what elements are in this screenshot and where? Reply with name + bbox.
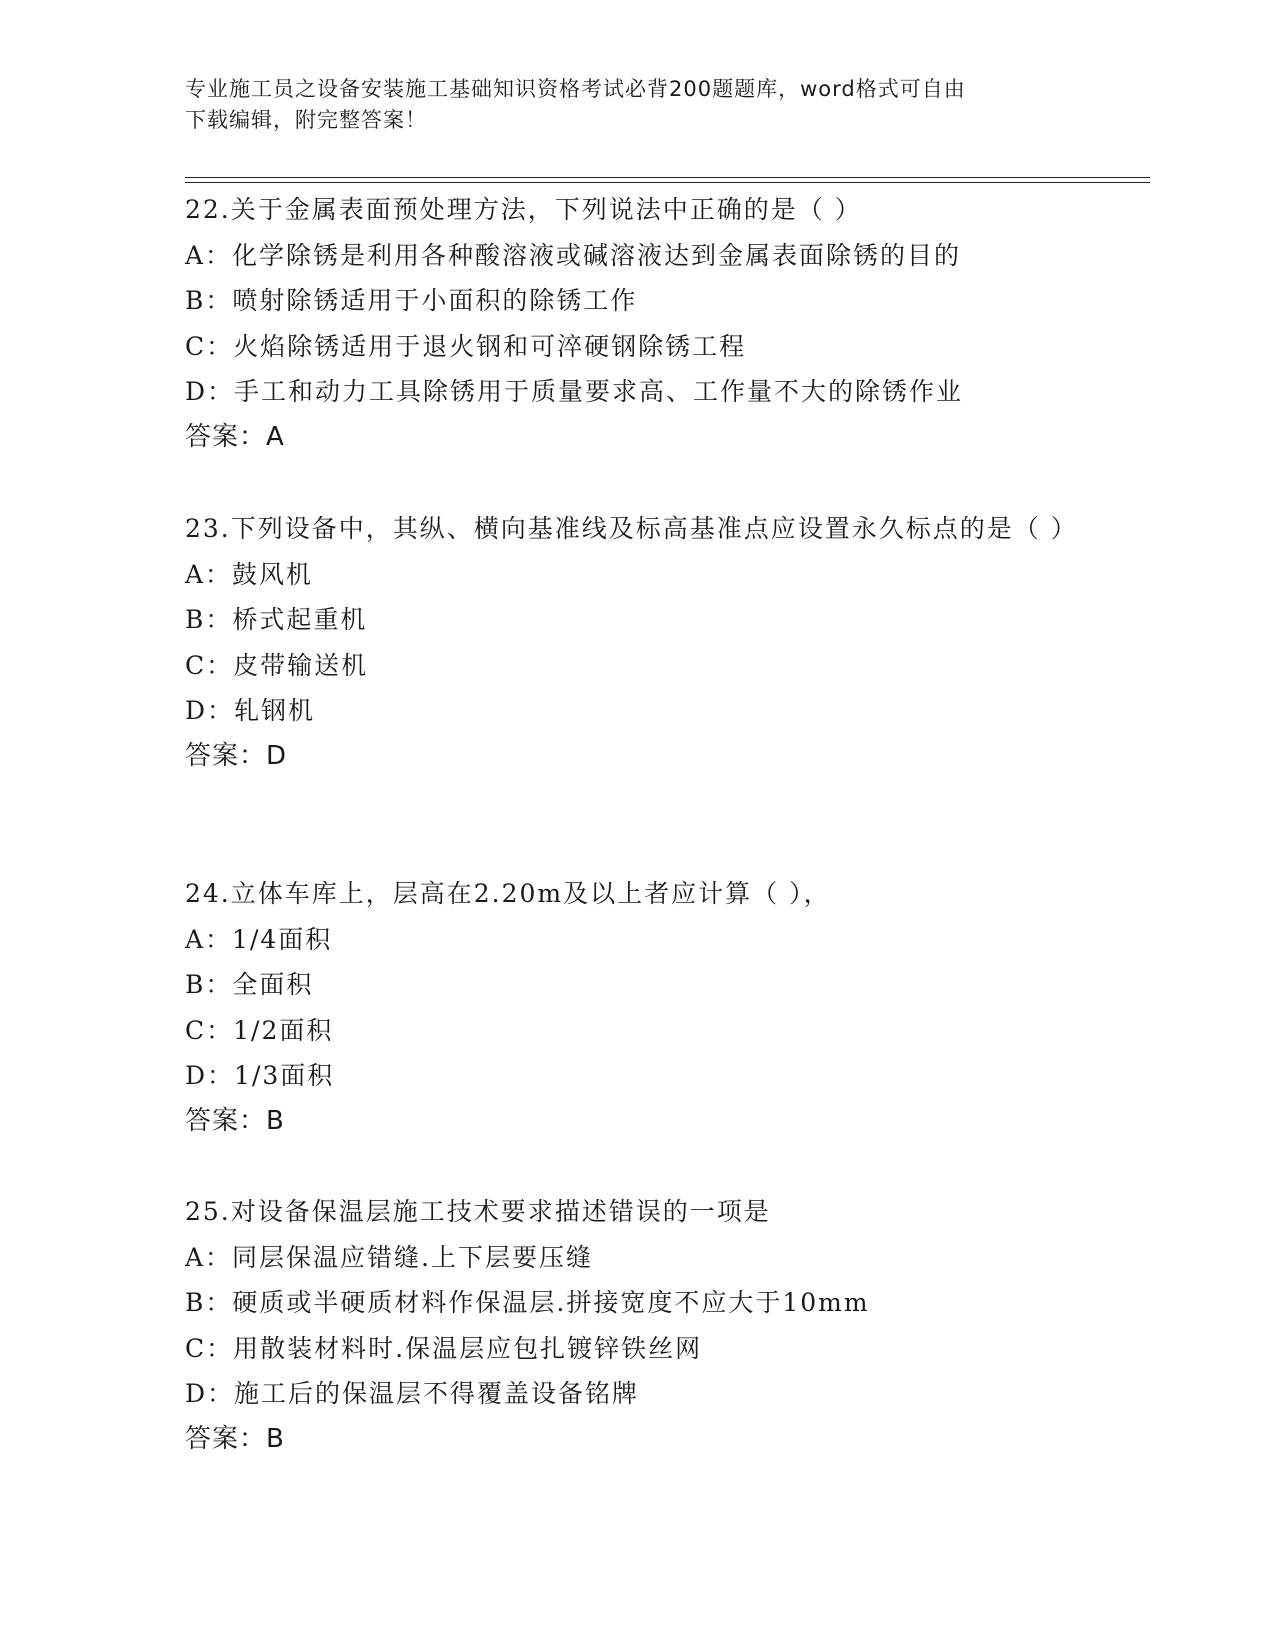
question-title: 23.下列设备中，其纵、横向基准线及标高基准点应设置永久标点的是（ ）: [185, 514, 1078, 543]
header-line-1: 专业施工员之设备安装施工基础知识资格考试必背200题题库，word格式可自由: [185, 77, 966, 101]
question-25: [185, 1189, 1105, 1462]
option-d: D：轧钢机: [185, 696, 316, 725]
question-24: [185, 871, 1105, 1144]
header-divider-bottom: [185, 182, 1150, 183]
question-title: 22.关于金属表面预处理方法，下列说法中正确的是（ ）: [185, 195, 862, 224]
option-a: A：同层保温应错缝.上下层要压缝: [185, 1242, 594, 1272]
question-22: [185, 187, 1105, 460]
question-title: 25.对设备保温层施工技术要求描述错误的一项是: [185, 1197, 771, 1226]
option-a: A：1/4面积: [185, 924, 333, 954]
answer: 答案：B: [185, 1423, 285, 1454]
option-d: D：1/3面积: [185, 1061, 335, 1090]
question-23: [185, 506, 1105, 779]
option-c: C：1/2面积: [185, 1015, 334, 1045]
option-b: B：全面积: [185, 970, 314, 999]
option-c: C：火焰除锈适用于退火钢和可淬硬钢除锈工程: [185, 331, 747, 361]
option-d: D：手工和动力工具除锈用于质量要求高、工作量不大的除锈作业: [185, 377, 964, 406]
option-b: B：喷射除锈适用于小面积的除锈工作: [185, 286, 638, 315]
question-title: 24.立体车库上，层高在2.20m及以上者应计算（ ），: [185, 879, 831, 908]
option-d: D：施工后的保温层不得覆盖设备铭牌: [185, 1379, 640, 1408]
header-divider-top: [185, 177, 1150, 178]
option-b: B：硬质或半硬质材料作保温层.拼接宽度不应大于10mm: [185, 1288, 870, 1317]
option-c: C：皮带输送机: [185, 650, 369, 680]
option-a: A：化学除锈是利用各种酸溶液或碱溶液达到金属表面除锈的目的: [185, 240, 962, 270]
header-line-2: 下载编辑，附完整答案！: [185, 108, 427, 132]
option-b: B：桥式起重机: [185, 605, 368, 634]
option-c: C：用散装材料时.保温层应包扎镀锌铁丝网: [185, 1333, 703, 1363]
answer: 答案：B: [185, 1105, 285, 1136]
document-header: [185, 74, 1085, 136]
option-a: A：鼓风机: [185, 559, 314, 589]
answer: 答案：A: [185, 421, 285, 452]
answer: 答案：D: [185, 740, 288, 771]
